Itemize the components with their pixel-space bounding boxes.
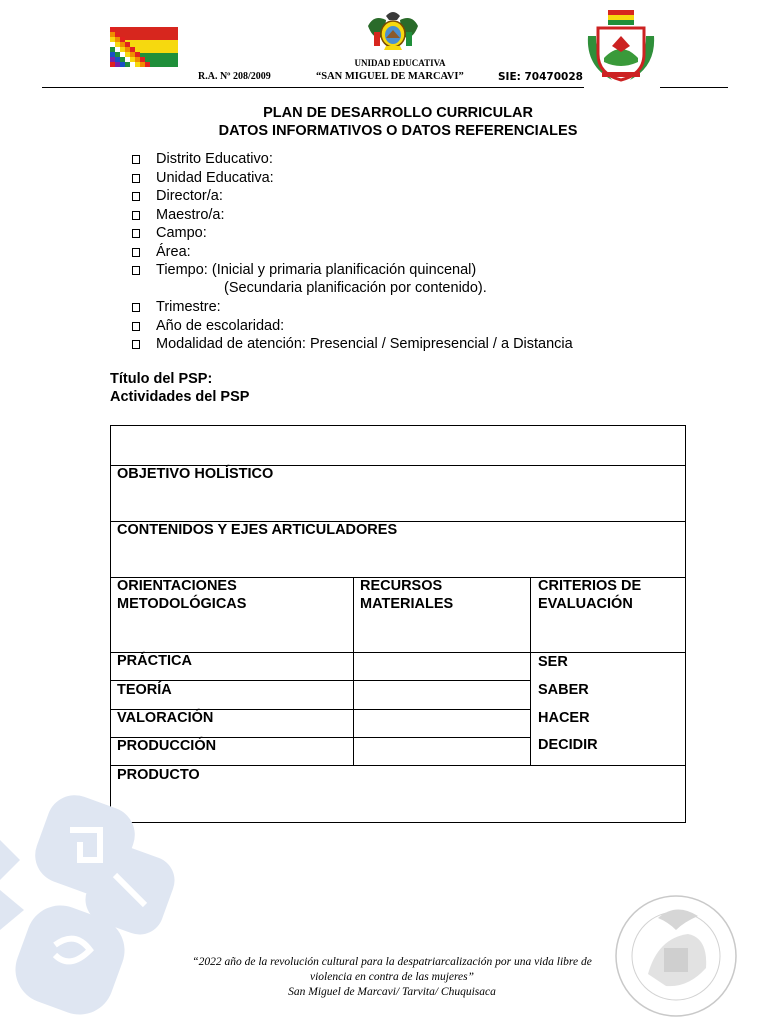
psp-title-label: Título del PSP:	[110, 371, 213, 387]
footer-motto-line1: “2022 año de la revolución cultural para la despatriarcalización por una vida libre de	[192, 956, 592, 968]
momento-teoria: TEORÍA	[117, 682, 172, 698]
curriculum-table	[110, 425, 686, 823]
criterios-header: CRITERIOS DE EVALUACIÓN	[538, 578, 642, 612]
school-crest-icon	[582, 6, 660, 86]
producto-label: PRODUCTO	[117, 767, 200, 783]
wiphala-flag-icon	[110, 27, 178, 67]
bullet-box-icon	[132, 211, 140, 220]
footer-motto-line2: violencia en contra de las mujeres”	[309, 971, 475, 983]
bullet-box-icon	[132, 340, 140, 349]
table-line	[110, 425, 111, 823]
ra-number: R.A. Nº 208/2009	[198, 71, 271, 82]
table-line	[530, 577, 531, 766]
document-subtitle: DATOS INFORMATIVOS O DATOS REFERENCIALES	[218, 123, 578, 139]
bullet-box-icon	[132, 303, 140, 312]
sie-code: SIE: 70470028	[498, 71, 583, 83]
orientaciones-header: ORIENTACIONES METODOLÓGICAS	[117, 578, 247, 612]
dimension-hacer: HACER	[538, 710, 590, 726]
contenidos-label: CONTENIDOS Y EJES ARTICULADORES	[117, 522, 398, 538]
footer-text	[160, 955, 624, 1000]
recursos-header: RECURSOS MATERIALES	[360, 578, 454, 612]
table-line	[110, 425, 686, 426]
bullet-box-icon	[132, 174, 140, 183]
table-line	[353, 577, 354, 766]
bullet-box-icon	[132, 155, 140, 164]
dimension-saber: SABER	[538, 682, 589, 698]
school-name: “SAN MIGUEL DE MARCAVI”	[316, 71, 464, 82]
bolivia-coat-of-arms-icon	[364, 6, 422, 54]
objetivo-holistico-label: OBJETIVO HOLÍSTICO	[117, 466, 274, 482]
school-type-label: UNIDAD EDUCATIVA	[354, 58, 446, 68]
momento-practica: PRÁCTICA	[117, 653, 192, 669]
dimension-decidir: DECIDIR	[538, 737, 598, 753]
document-title: PLAN DE DESARROLLO CURRICULAR	[263, 105, 533, 121]
header-rule-right	[660, 87, 728, 88]
psp-activities-label: Actividades del PSP	[110, 389, 250, 405]
momento-produccion: PRODUCCIÓN	[117, 738, 217, 754]
bullet-box-icon	[132, 192, 140, 201]
table-line	[110, 822, 686, 823]
bullet-box-icon	[132, 322, 140, 331]
bullet-box-icon	[132, 248, 140, 257]
header-rule	[42, 87, 584, 88]
bullet-box-icon	[132, 266, 140, 275]
dimension-ser: SER	[538, 654, 568, 670]
table-line	[110, 680, 531, 681]
table-line	[685, 425, 686, 823]
table-line	[110, 652, 686, 653]
momento-valoracion: VALORACIÓN	[117, 710, 214, 726]
bullet-box-icon	[132, 229, 140, 238]
footer-location: San Miguel de Marcavi/ Tarvita/ Chuquisaca	[288, 986, 496, 998]
tiempo-secundaria-note: (Secundaria planificación por contenido).	[224, 280, 487, 296]
